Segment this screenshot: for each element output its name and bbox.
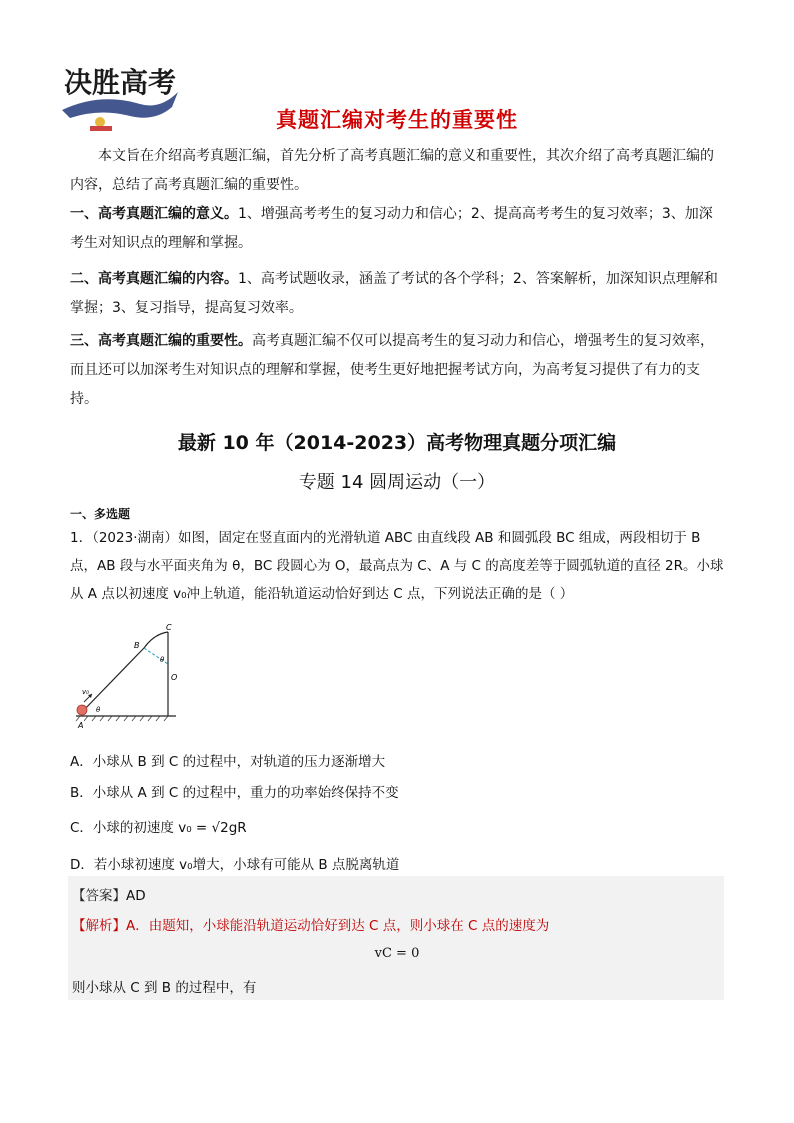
point-1-body: 1、增强高考考生的复习动力和信心；2、提高高考考生的复习效率；3、加深考生对知识点的理解和掌握。 <box>70 206 713 251</box>
point-1-head: 一、高考真题汇编的意义。 <box>70 206 238 222</box>
point-3 <box>70 327 726 414</box>
answer-label: 【答案】 <box>72 888 126 904</box>
point-3-body: 高考真题汇编不仅可以提高考生的复习动力和信心，增强考生的复习效率，而且还可以加深考生对知识点的理解和掌握，使考生更好地把握考试方向，为高考复习提供了有力的支持。 <box>70 333 714 407</box>
answer-line <box>72 884 146 904</box>
logo-text: 决胜高考 <box>64 66 177 99</box>
answer-value: AD <box>126 888 146 904</box>
analysis-line <box>72 914 549 934</box>
collection-title: 最新 10 年（2014-2023）高考物理真题分项汇编 <box>177 432 617 454</box>
section-heading: 一、多选题 <box>70 507 131 521</box>
question-figure <box>72 622 192 734</box>
label-theta-bottom: θ <box>96 706 101 714</box>
label-B: B <box>134 641 140 650</box>
label-O: O <box>171 673 178 682</box>
label-v0: v₀ <box>82 688 89 696</box>
option-d: D．若小球初速度 v₀增大，小球有可能从 B 点脱离轨道 <box>70 857 400 873</box>
page-title: 真题汇编对考生的重要性 <box>276 108 518 132</box>
analysis-text: A．由题知，小球能沿轨道运动恰好到达 C 点，则小球在 C 点的速度为 <box>126 918 550 934</box>
analysis-label: 【解析】 <box>72 918 126 934</box>
label-theta-top: θ <box>160 656 165 664</box>
option-c: C．小球的初速度 v₀ = √2gR <box>70 820 247 836</box>
point-1 <box>70 200 726 258</box>
point-3-head: 三、高考真题汇编的重要性。 <box>70 333 252 349</box>
question-text: 1．（2023·湖南）如图，固定在竖直面内的光滑轨道 ABC 由直线段 AB 和圆弧段 BC 组成，两段相切于 B 点，AB 段与水平面夹角为 θ，BC 段圆心为 O，最高点为 C、A 与 C 的高度差等于圆弧轨道的直径 2R。小球从 A 点以初速度 v₀冲上轨道，能沿轨道运动恰好到达 C 点，下列说法正确的是（ ） <box>70 530 724 602</box>
topic-title: 专题 14 圆周运动（一） <box>298 472 496 493</box>
analysis-formula: vC = 0 <box>374 946 420 961</box>
label-C: C <box>166 623 172 632</box>
point-2-body: 1、高考试题收录，涵盖了考试的各个学科；2、答案解析，加深知识点理解和掌握；3、复习指导，提高复习效率。 <box>70 271 718 316</box>
option-a: A．小球从 B 到 C 的过程中，对轨道的压力逐渐增大 <box>70 754 386 770</box>
intro-paragraph: 本文旨在介绍高考真题汇编，首先分析了高考真题汇编的意义和重要性，其次介绍了高考真题汇编的内容，总结了高考真题汇编的重要性。 <box>70 148 714 193</box>
point-2-head: 二、高考真题汇编的内容。 <box>70 271 238 287</box>
point-2 <box>70 265 726 323</box>
analysis-next: 则小球从 C 到 B 的过程中，有 <box>72 980 257 996</box>
option-b: B．小球从 A 到 C 的过程中，重力的功率始终保持不变 <box>70 785 399 801</box>
label-A: A <box>78 721 84 730</box>
